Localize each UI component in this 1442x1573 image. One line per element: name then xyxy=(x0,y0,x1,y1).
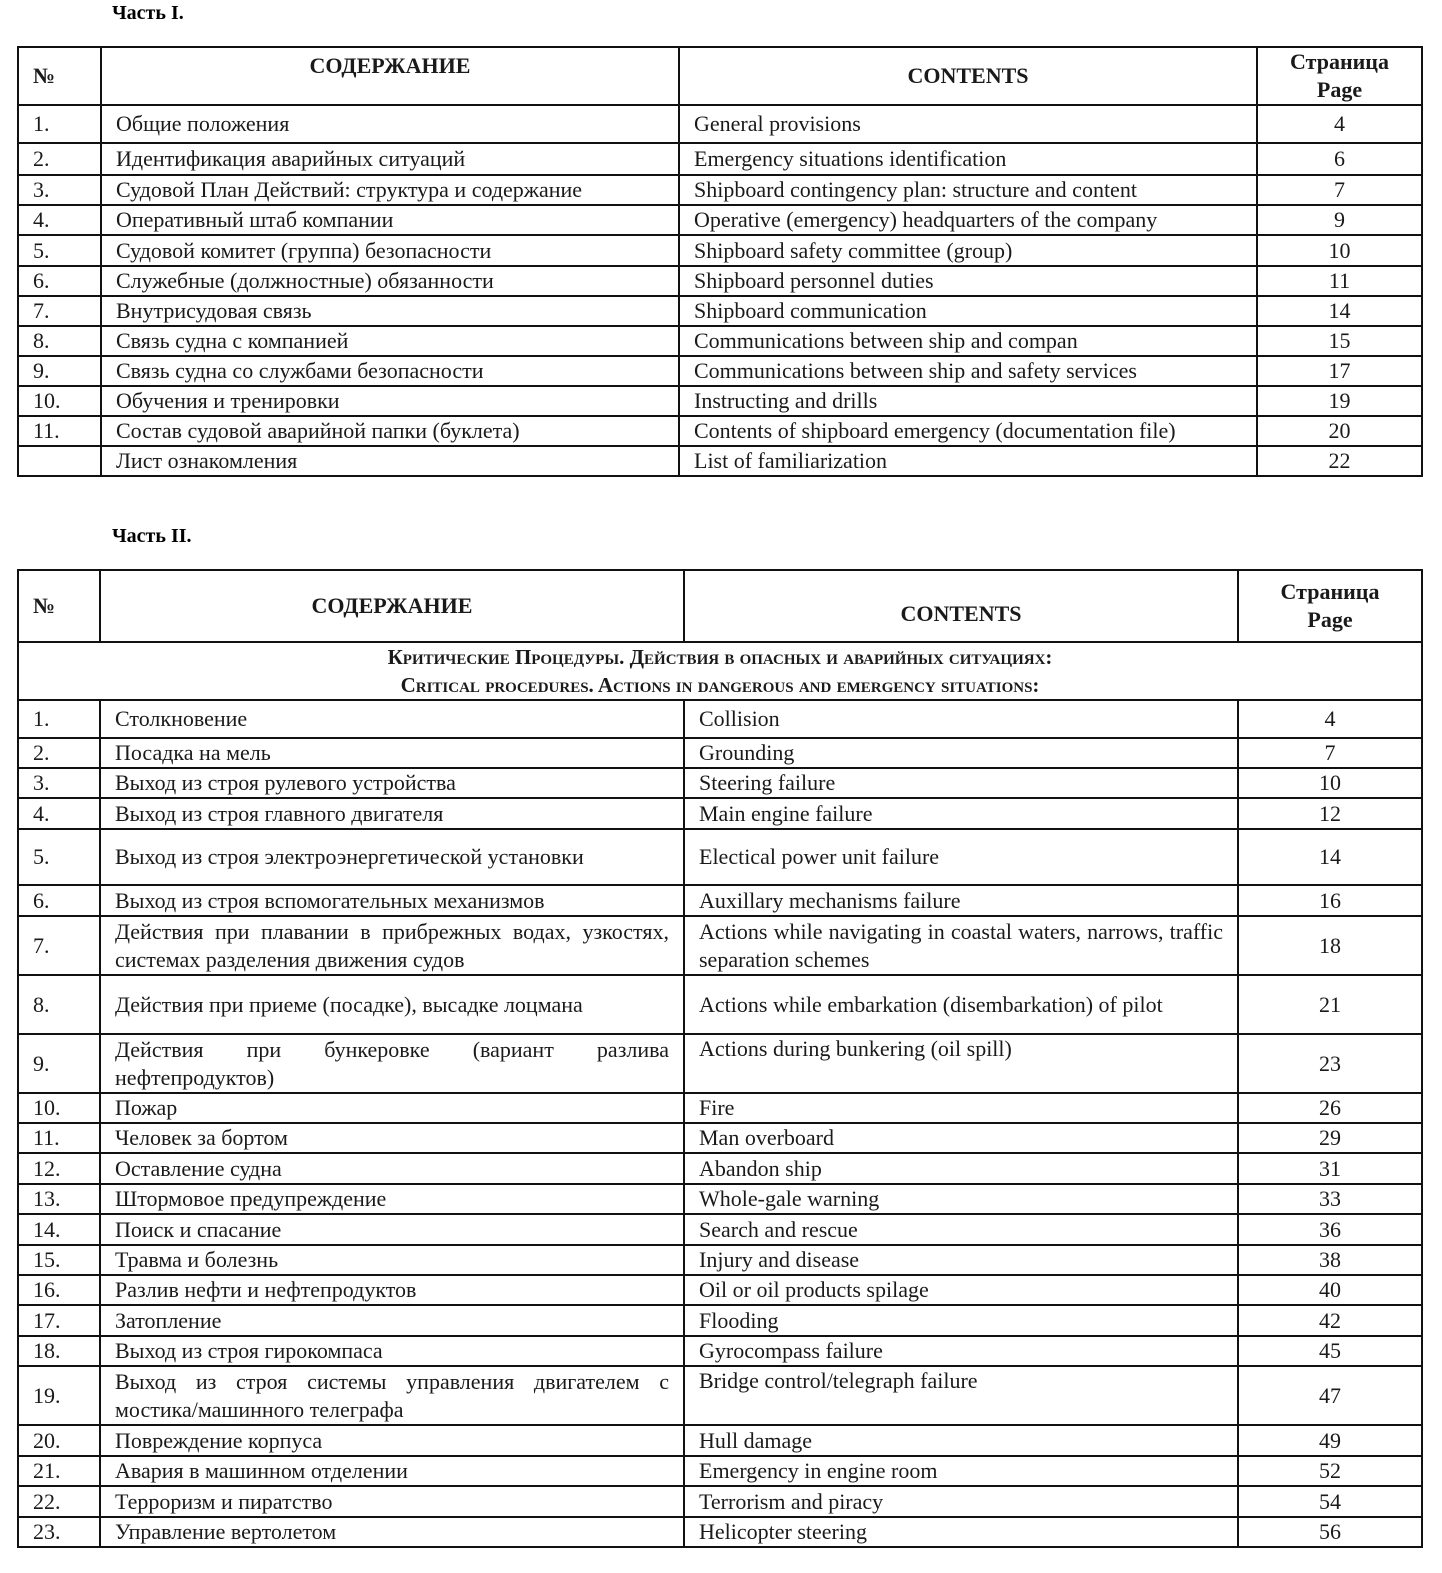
row-page: 23 xyxy=(1238,1034,1422,1093)
row-title-en: Actions while navigating in coastal waters, narrows, traffic separation schemes xyxy=(684,916,1238,975)
table-row xyxy=(18,1486,1422,1517)
row-page: 21 xyxy=(1238,975,1422,1034)
header-page-en: Page xyxy=(1316,77,1363,102)
header-page-ru: Страница xyxy=(1290,49,1389,74)
row-page: 26 xyxy=(1238,1093,1422,1123)
row-page: 17 xyxy=(1257,356,1422,386)
row-title-ru: Идентификация аварийных ситуаций xyxy=(101,143,679,175)
row-page: 40 xyxy=(1238,1275,1422,1305)
row-title-en: Operative (emergency) headquarters of the company xyxy=(679,205,1257,235)
row-number: 5. xyxy=(18,235,101,266)
section-heading-ru: Критические Процедуры. Действия в опасных и аварийных ситуациях: xyxy=(387,645,1053,669)
row-page: 54 xyxy=(1238,1486,1422,1517)
row-page: 18 xyxy=(1238,916,1422,975)
row-page: 36 xyxy=(1238,1214,1422,1245)
row-number: 9. xyxy=(18,356,101,386)
row-title-en: Flooding xyxy=(684,1305,1238,1336)
row-title-ru: Обучения и тренировки xyxy=(101,386,679,416)
row-title-en: Instructing and drills xyxy=(679,386,1257,416)
row-number: 5. xyxy=(18,829,100,885)
row-number: 6. xyxy=(18,266,101,296)
table-row xyxy=(18,416,1422,446)
row-number: 2. xyxy=(18,143,101,175)
row-page: 56 xyxy=(1238,1517,1422,1547)
row-number: 10. xyxy=(18,386,101,416)
table-row xyxy=(18,768,1422,798)
row-page: 7 xyxy=(1257,175,1422,205)
table-row xyxy=(18,326,1422,356)
row-title-en: Communications between ship and safety services xyxy=(679,356,1257,386)
table-row xyxy=(18,1214,1422,1245)
table-row xyxy=(18,1034,1422,1093)
row-title-en: Collision xyxy=(684,700,1238,738)
row-number: 11. xyxy=(18,416,101,446)
row-number: 19. xyxy=(18,1366,100,1425)
row-title-ru: Поиск и спасание xyxy=(100,1214,684,1245)
row-number: 4. xyxy=(18,205,101,235)
row-title-en: Main engine failure xyxy=(684,798,1238,829)
part2-header-row xyxy=(18,570,1422,642)
row-page: 6 xyxy=(1257,143,1422,175)
table-row xyxy=(18,829,1422,885)
section-heading xyxy=(18,642,1422,700)
row-title-en: Electical power unit failure xyxy=(684,829,1238,885)
row-title-ru: Действия при бункеровке (вариант разлива нефтепродуктов) xyxy=(100,1034,684,1093)
header-contents-ru: СОДЕРЖАНИЕ xyxy=(101,47,679,105)
part1-contents-table xyxy=(17,46,1423,477)
row-title-en: Actions while embarkation (disembarkation) of pilot xyxy=(684,975,1238,1034)
row-page: 15 xyxy=(1257,326,1422,356)
row-number: 9. xyxy=(18,1034,100,1093)
row-number: 15. xyxy=(18,1245,100,1275)
row-number: 1. xyxy=(18,700,100,738)
table-row xyxy=(18,1245,1422,1275)
row-page: 31 xyxy=(1238,1153,1422,1184)
row-title-en: List of familiarization xyxy=(679,446,1257,476)
row-title-ru: Выход из строя главного двигателя xyxy=(100,798,684,829)
header-page-ru: Страница xyxy=(1280,579,1380,604)
table-row xyxy=(18,700,1422,738)
header-page xyxy=(1238,570,1422,642)
row-title-en: Emergency in engine room xyxy=(684,1456,1238,1486)
row-number: 17. xyxy=(18,1305,100,1336)
table-row xyxy=(18,205,1422,235)
row-page: 11 xyxy=(1257,266,1422,296)
row-title-ru: Внутрисудовая связь xyxy=(101,296,679,326)
row-number: 13. xyxy=(18,1184,100,1214)
row-title-ru: Выход из строя системы управления двигателем с мостика/машинного телеграфа xyxy=(100,1366,684,1425)
row-title-en: Fire xyxy=(684,1093,1238,1123)
row-title-ru: Оставление судна xyxy=(100,1153,684,1184)
table-row xyxy=(18,1517,1422,1547)
header-number: № xyxy=(18,570,100,642)
table-row xyxy=(18,975,1422,1034)
table-row xyxy=(18,916,1422,975)
row-title-ru: Столкновение xyxy=(100,700,684,738)
row-title-ru: Выход из строя рулевого устройства xyxy=(100,768,684,798)
row-number: 3. xyxy=(18,175,101,205)
row-page: 4 xyxy=(1257,105,1422,143)
table-row xyxy=(18,885,1422,916)
table-row xyxy=(18,266,1422,296)
row-page: 10 xyxy=(1257,235,1422,266)
row-title-ru: Судовой План Действий: структура и содержание xyxy=(101,175,679,205)
row-page: 19 xyxy=(1257,386,1422,416)
row-title-ru: Выход из строя электроэнергетической установки xyxy=(100,829,684,885)
table-row xyxy=(18,175,1422,205)
table-row xyxy=(18,798,1422,829)
table-row xyxy=(18,235,1422,266)
row-title-en: Abandon ship xyxy=(684,1153,1238,1184)
row-title-en: Injury and disease xyxy=(684,1245,1238,1275)
row-title-en: Steering failure xyxy=(684,768,1238,798)
row-page: 14 xyxy=(1257,296,1422,326)
row-title-en: Terrorism and piracy xyxy=(684,1486,1238,1517)
table-row xyxy=(18,105,1422,143)
row-number: 18. xyxy=(18,1336,100,1366)
part1-header-row xyxy=(18,47,1422,105)
row-number: 1. xyxy=(18,105,101,143)
row-page: 4 xyxy=(1238,700,1422,738)
table-row xyxy=(18,386,1422,416)
row-title-en: Search and rescue xyxy=(684,1214,1238,1245)
row-page: 10 xyxy=(1238,768,1422,798)
table-row xyxy=(18,1366,1422,1425)
row-title-en: Actions during bunkering (oil spill) xyxy=(684,1034,1238,1093)
table-row xyxy=(18,738,1422,768)
row-number: 20. xyxy=(18,1425,100,1456)
row-title-ru: Авария в машинном отделении xyxy=(100,1456,684,1486)
row-page: 20 xyxy=(1257,416,1422,446)
row-title-en: Shipboard contingency plan: structure and content xyxy=(679,175,1257,205)
row-title-en: Contents of shipboard emergency (documentation file) xyxy=(679,416,1257,446)
row-title-en: Emergency situations identification xyxy=(679,143,1257,175)
row-number xyxy=(18,446,101,476)
row-page: 16 xyxy=(1238,885,1422,916)
header-number: № xyxy=(18,47,101,105)
row-title-ru: Действия при плавании в прибрежных водах, узкостях, системах разделения движения судов xyxy=(100,916,684,975)
table-row xyxy=(18,143,1422,175)
row-title-ru: Разлив нефти и нефтепродуктов xyxy=(100,1275,684,1305)
row-title-ru: Выход из строя вспомогательных механизмов xyxy=(100,885,684,916)
row-title-ru: Человек за бортом xyxy=(100,1123,684,1153)
part1-title: Часть I. xyxy=(112,2,184,24)
row-page: 9 xyxy=(1257,205,1422,235)
section-row xyxy=(18,642,1422,700)
table-row xyxy=(18,296,1422,326)
row-title-ru: Действия при приеме (посадке), высадке лоцмана xyxy=(100,975,684,1034)
row-title-ru: Оперативный штаб компании xyxy=(101,205,679,235)
row-title-en: Man overboard xyxy=(684,1123,1238,1153)
row-number: 7. xyxy=(18,916,100,975)
row-number: 8. xyxy=(18,975,100,1034)
row-page: 12 xyxy=(1238,798,1422,829)
row-title-ru: Состав судовой аварийной папки (буклета) xyxy=(101,416,679,446)
row-number: 3. xyxy=(18,768,100,798)
row-number: 21. xyxy=(18,1456,100,1486)
row-number: 22. xyxy=(18,1486,100,1517)
header-contents-en: CONTENTS xyxy=(684,570,1238,642)
row-title-ru: Лист ознакомления xyxy=(101,446,679,476)
table-row xyxy=(18,356,1422,386)
row-title-ru: Штормовое предупреждение xyxy=(100,1184,684,1214)
row-title-en: Gyrocompass failure xyxy=(684,1336,1238,1366)
header-page-en: Page xyxy=(1307,607,1353,632)
row-title-en: Hull damage xyxy=(684,1425,1238,1456)
row-page: 47 xyxy=(1238,1366,1422,1425)
row-number: 6. xyxy=(18,885,100,916)
table-row xyxy=(18,1123,1422,1153)
row-title-en: Oil or oil products spilage xyxy=(684,1275,1238,1305)
row-title-en: Auxillary mechanisms failure xyxy=(684,885,1238,916)
row-title-en: Helicopter steering xyxy=(684,1517,1238,1547)
table-row xyxy=(18,1425,1422,1456)
row-number: 11. xyxy=(18,1123,100,1153)
row-title-ru: Затопление xyxy=(100,1305,684,1336)
row-title-ru: Связь судна со службами безопасности xyxy=(101,356,679,386)
row-number: 10. xyxy=(18,1093,100,1123)
row-title-en: Whole-gale warning xyxy=(684,1184,1238,1214)
table-row xyxy=(18,1275,1422,1305)
row-page: 45 xyxy=(1238,1336,1422,1366)
part2-contents-table xyxy=(17,569,1423,1548)
row-page: 49 xyxy=(1238,1425,1422,1456)
row-title-ru: Терроризм и пиратство xyxy=(100,1486,684,1517)
row-page: 22 xyxy=(1257,446,1422,476)
row-title-en: Shipboard safety committee (group) xyxy=(679,235,1257,266)
section-heading-en: Critical procedures. Actions in dangerous and emergency situations: xyxy=(400,673,1040,697)
row-title-ru: Служебные (должностные) обязанности xyxy=(101,266,679,296)
row-number: 12. xyxy=(18,1153,100,1184)
table-row xyxy=(18,1456,1422,1486)
header-contents-ru: СОДЕРЖАНИЕ xyxy=(100,570,684,642)
row-title-ru: Общие положения xyxy=(101,105,679,143)
row-page: 38 xyxy=(1238,1245,1422,1275)
row-title-ru: Судовой комитет (группа) безопасности xyxy=(101,235,679,266)
table-row xyxy=(18,1184,1422,1214)
row-title-ru: Связь судна с компанией xyxy=(101,326,679,356)
row-number: 23. xyxy=(18,1517,100,1547)
row-page: 7 xyxy=(1238,738,1422,768)
row-title-ru: Управление вертолетом xyxy=(100,1517,684,1547)
row-page: 14 xyxy=(1238,829,1422,885)
row-number: 14. xyxy=(18,1214,100,1245)
row-number: 2. xyxy=(18,738,100,768)
row-title-en: Grounding xyxy=(684,738,1238,768)
row-number: 8. xyxy=(18,326,101,356)
table-row xyxy=(18,446,1422,476)
row-title-ru: Посадка на мель xyxy=(100,738,684,768)
row-page: 33 xyxy=(1238,1184,1422,1214)
row-title-en: Shipboard personnel duties xyxy=(679,266,1257,296)
part2-title: Часть II. xyxy=(112,525,192,547)
row-number: 4. xyxy=(18,798,100,829)
row-title-ru: Пожар xyxy=(100,1093,684,1123)
table-row xyxy=(18,1093,1422,1123)
table-row xyxy=(18,1305,1422,1336)
row-title-en: Communications between ship and compan xyxy=(679,326,1257,356)
table-row xyxy=(18,1336,1422,1366)
header-contents-en: CONTENTS xyxy=(679,47,1257,105)
row-title-en: Shipboard communication xyxy=(679,296,1257,326)
row-number: 16. xyxy=(18,1275,100,1305)
row-page: 29 xyxy=(1238,1123,1422,1153)
header-page xyxy=(1257,47,1422,105)
row-title-ru: Выход из строя гирокомпаса xyxy=(100,1336,684,1366)
row-title-en: General provisions xyxy=(679,105,1257,143)
row-page: 52 xyxy=(1238,1456,1422,1486)
row-number: 7. xyxy=(18,296,101,326)
row-page: 42 xyxy=(1238,1305,1422,1336)
row-title-ru: Травма и болезнь xyxy=(100,1245,684,1275)
row-title-ru: Повреждение корпуса xyxy=(100,1425,684,1456)
table-row xyxy=(18,1153,1422,1184)
row-title-en: Bridge control/telegraph failure xyxy=(684,1366,1238,1425)
